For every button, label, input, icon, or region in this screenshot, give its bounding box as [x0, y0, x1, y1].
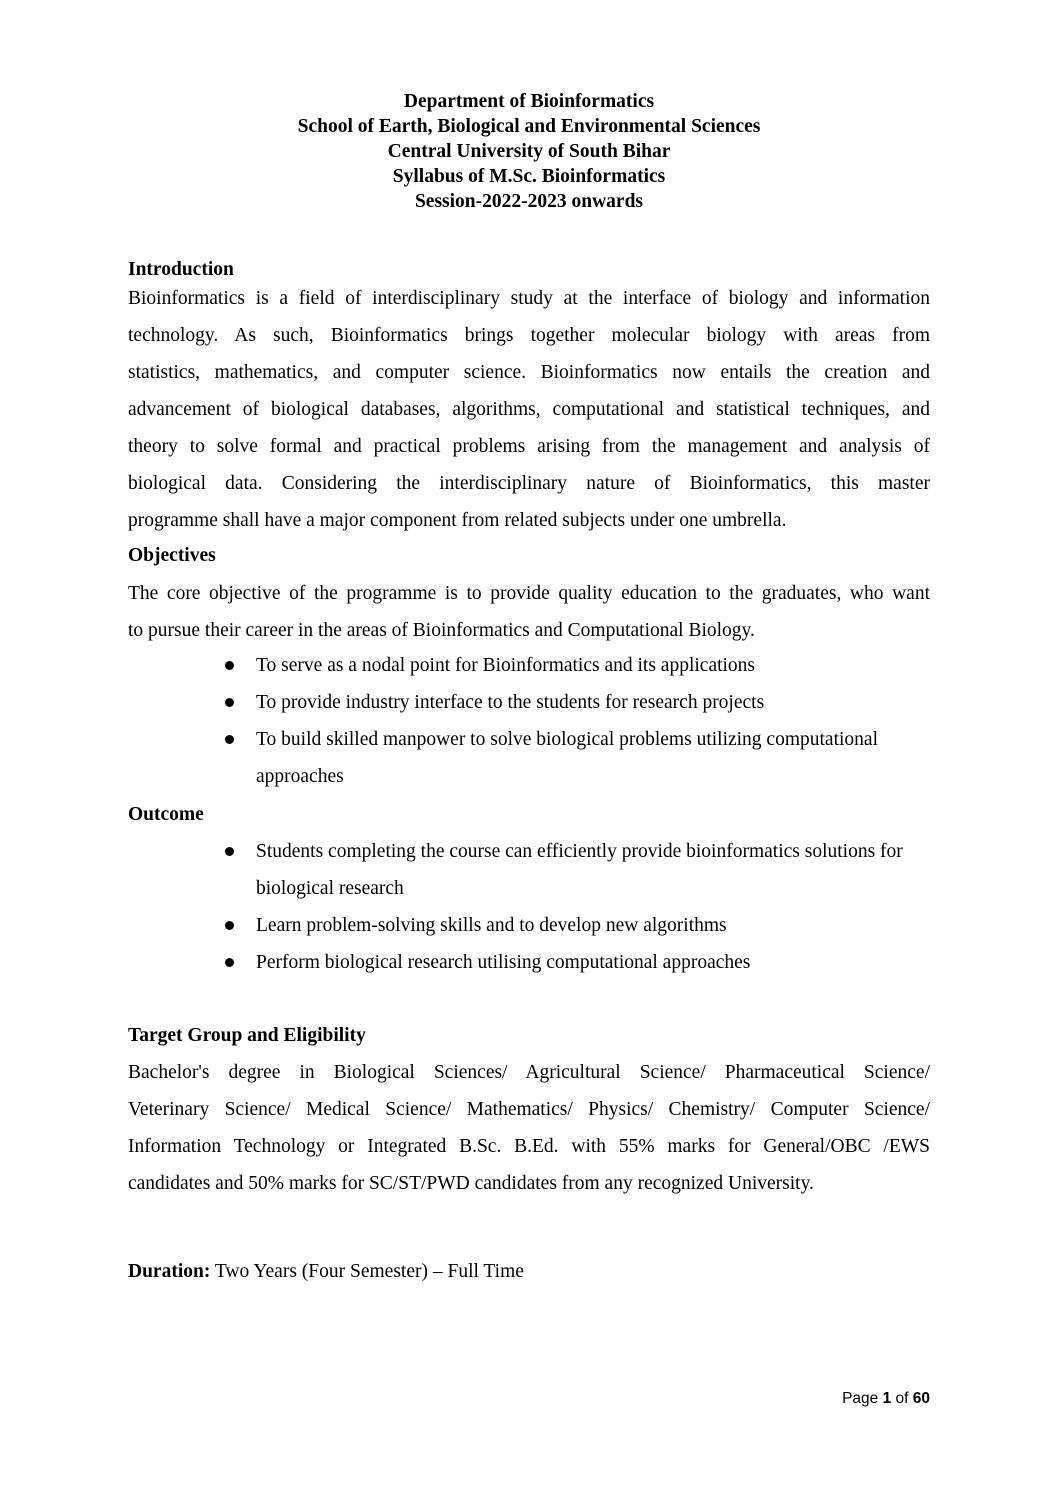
- paragraph-line: programme shall have a major component from related subjects under one umbrella.: [128, 510, 787, 531]
- duration-line: [128, 1260, 524, 1284]
- introduction-paragraph: [128, 280, 930, 539]
- paragraph-line: Bioinformatics is a field of interdisciplinary study at the interface of biology and information: [128, 288, 930, 309]
- department-title: Department of Bioinformatics: [403, 91, 655, 112]
- paragraph-line: advancement of biological databases, algorithms, computational and statistical techniques, and: [128, 399, 930, 420]
- paragraph-line: candidates and 50% marks for SC/ST/PWD candidates from any recognized University.: [128, 1173, 814, 1194]
- paragraph-line: technology. As such, Bioinformatics brings together molecular biology with areas from: [128, 325, 930, 346]
- outcome-heading: Outcome: [128, 804, 204, 825]
- list-item: To serve as a nodal point for Bioinformatics and its applications: [222, 647, 942, 684]
- list-item: Learn problem-solving skills and to develop new algorithms: [222, 907, 942, 944]
- paragraph-line: statistics, mathematics, and computer science. Bioinformatics now entails the creation and: [128, 362, 930, 383]
- duration-label: Duration:: [128, 1261, 211, 1282]
- paragraph-line: to pursue their career in the areas of Bioinformatics and Computational Biology.: [128, 620, 755, 641]
- eligibility-paragraph: [128, 1054, 930, 1202]
- bullet-icon: [225, 921, 234, 930]
- list-item: To provide industry interface to the students for research projects: [222, 684, 942, 721]
- paragraph-line: Veterinary Science/ Medical Science/ Mathematics/ Physics/ Chemistry/ Computer Science/: [128, 1099, 930, 1120]
- list-item: Perform biological research utilising computational approaches: [222, 944, 942, 981]
- introduction-heading: Introduction: [128, 259, 234, 280]
- list-item: To build skilled manpower to solve biological problems utilizing computational approaches: [222, 721, 936, 795]
- document-header: [0, 89, 1058, 214]
- page-number: [842, 1390, 930, 1408]
- bullet-icon: [225, 661, 234, 670]
- objectives-list: [222, 647, 942, 795]
- bullet-icon: [225, 847, 234, 856]
- page-of: of: [891, 1390, 913, 1407]
- duration-value: Two Years (Four Semester) – Full Time: [210, 1261, 524, 1282]
- total-pages: 60: [912, 1390, 930, 1407]
- school-title: School of Earth, Biological and Environmental Sciences: [297, 116, 761, 137]
- current-page: 1: [882, 1390, 892, 1407]
- paragraph-line: The core objective of the programme is to provide quality education to the graduates, who want: [128, 583, 930, 604]
- bullet-icon: [225, 698, 234, 707]
- session-title: Session-2022-2023 onwards: [414, 191, 644, 212]
- syllabus-title: Syllabus of M.Sc. Bioinformatics: [392, 166, 666, 187]
- objectives-heading: Objectives: [128, 545, 216, 566]
- bullet-icon: [225, 958, 234, 967]
- paragraph-line: Information Technology or Integrated B.Sc. B.Ed. with 55% marks for General/OBC /EWS: [128, 1136, 930, 1157]
- university-title: Central University of South Bihar: [387, 141, 671, 162]
- paragraph-line: Bachelor's degree in Biological Sciences/ Agricultural Science/ Pharmaceutical Science/: [128, 1062, 930, 1083]
- outcome-list: [222, 833, 942, 981]
- objectives-paragraph: [128, 575, 930, 649]
- page-prefix: Page: [842, 1390, 883, 1407]
- paragraph-line: theory to solve formal and practical problems arising from the management and analysis of: [128, 436, 930, 457]
- list-item: Students completing the course can efficiently provide bioinformatics solutions for biological research: [222, 833, 936, 907]
- paragraph-line: biological data. Considering the interdisciplinary nature of Bioinformatics, this master: [128, 473, 930, 494]
- eligibility-heading: Target Group and Eligibility: [128, 1025, 366, 1046]
- bullet-icon: [225, 735, 234, 744]
